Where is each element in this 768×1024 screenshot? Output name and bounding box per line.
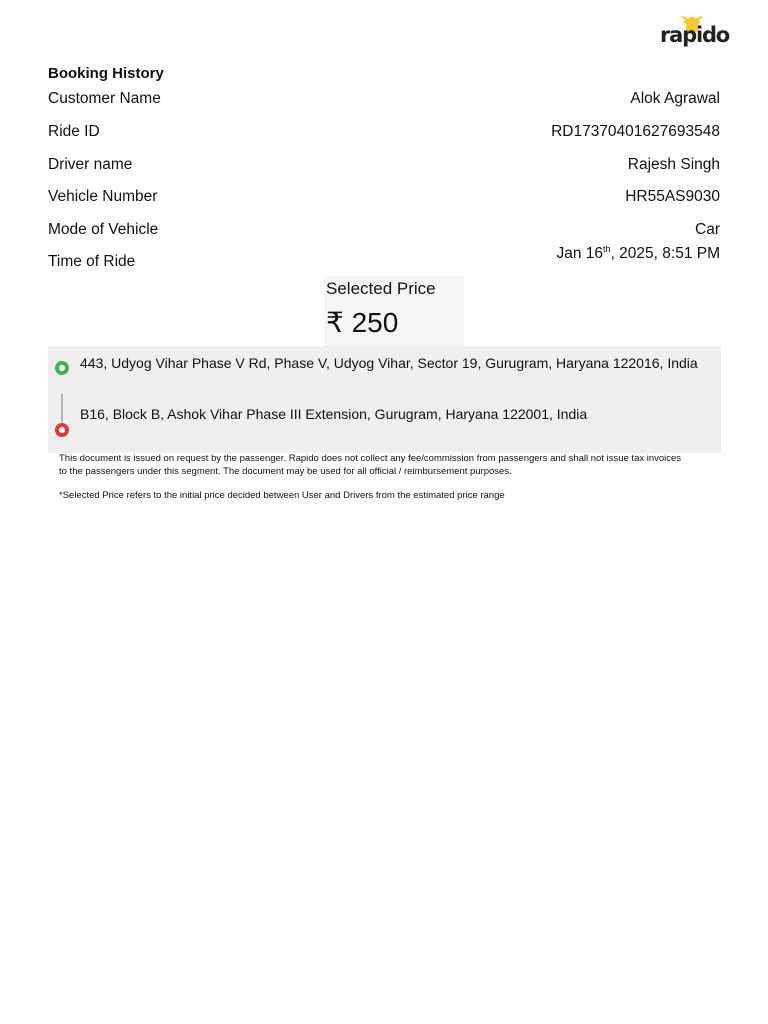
selected-price-value: ₹ 250 [326,307,399,338]
ride-id-label: Ride ID [48,123,100,140]
page-title: Booking History [48,65,164,82]
vehicle-number-label: Vehicle Number [48,188,158,205]
ride-time-label: Time of Ride [48,253,136,270]
ride-time-row [48,243,720,273]
customer-name-value: Alok Agrawal [630,90,720,107]
vehicle-mode-label: Mode of Vehicle [48,221,159,238]
ride-time-rest: , 2025, 8:51 PM [610,245,720,262]
customer-name-row [48,88,720,110]
route-connector [61,394,63,422]
driver-name-row [48,154,720,176]
disclaimer-text: This document is issued on request by the passenger. Rapido does not collect any fee/commission from passengers and shall not issue tax invoices to the passengers under this segment. The document may be used for all official / reimbursement purposes. [59,453,682,477]
ride-time-value [557,243,721,265]
drop-pin-icon [55,423,69,437]
pickup-pin-icon [55,361,69,375]
customer-name-label: Customer Name [48,90,161,107]
drop-address: B16, Block B, Ashok Vihar Phase III Extension, Gurugram, Haryana 122001, India [80,406,588,422]
vehicle-number-value: HR55AS9030 [625,188,720,205]
vehicle-mode-value: Car [695,221,720,238]
pickup-address: 443, Udyog Vihar Phase V Rd, Phase V, Udyog Vihar, Sector 19, Gurugram, Haryana 122016, India [80,355,698,371]
logo-wordmark: rapido [660,23,730,47]
route-box [48,346,721,453]
price-footnote: *Selected Price refers to the initial price decided between User and Drivers from the estimated price range [59,490,505,501]
selected-price-label: Selected Price [326,279,436,298]
vehicle-mode-row [48,219,720,241]
ride-id-value: RD17370401627693548 [551,123,720,140]
ride-id-row [48,121,720,143]
ride-time-ordinal: th [603,243,611,254]
driver-name-value: Rajesh Singh [627,156,720,173]
ride-time-date: Jan 16 [556,245,604,262]
driver-name-label: Driver name [48,156,133,173]
rapido-logo [658,14,730,54]
vehicle-number-row [48,186,720,208]
selected-price-box [324,276,464,346]
